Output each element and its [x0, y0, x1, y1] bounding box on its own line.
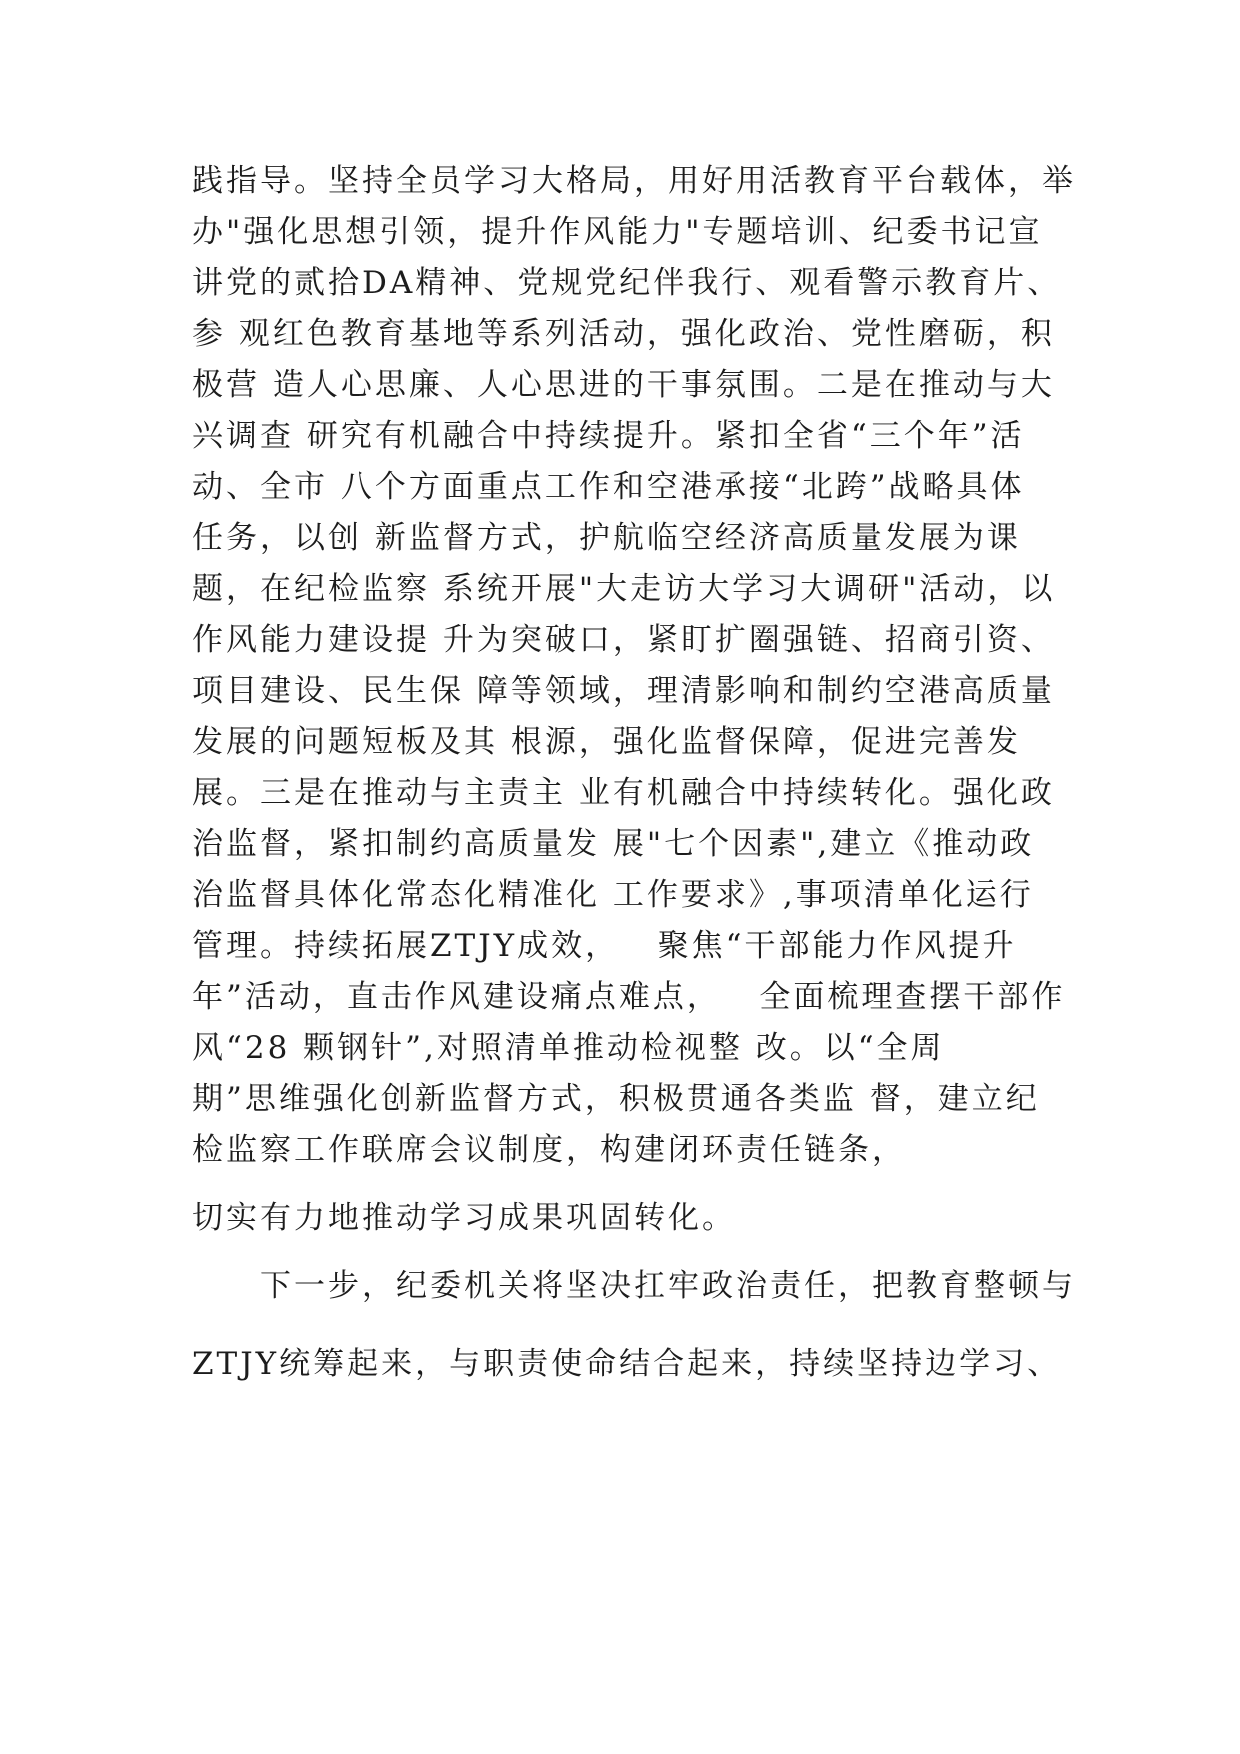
text-line: ZTJY统筹起来，与职责使命结合起来，持续坚持边学习、 [192, 1346, 1062, 1382]
text-line: 期”思维强化创新监督方式，积极贯通各类监 督，建立纪 [192, 1081, 1040, 1117]
text-line: 兴调查 研究有机融合中持续提升。紧扣全省“三个年”活 [192, 418, 1025, 454]
text-line: 讲党的贰拾DA精神、党规党纪伴我行、观看警示教育片、 [192, 265, 1062, 301]
text-line: 动、全市 八个方面重点工作和空港承接“北跨”战略具体 [192, 469, 1025, 505]
text-line: 任务，以创 新监督方式，护航临空经济高质量发展为课 [192, 520, 1021, 556]
text-line: 题，在纪检监察 系统开展"大走访大学习大调研"活动，以 [192, 571, 1056, 607]
text-line: 治监督，紧扣制约高质量发 展"七个因素",建立《推动政 [192, 826, 1035, 862]
text-line: 极营 造人心思廉、人心思进的干事氛围。二是在推动与大 [192, 367, 1055, 403]
text-line: 践指导。坚持全员学习大格局，用好用活教育平台载体，举 [192, 163, 1076, 199]
text-line: 作风能力建设提 升为突破口，紧盯扩圈强链、招商引资、 [192, 622, 1055, 658]
text-line: 治监督具体化常态化精准化 工作要求》,事项清单化运行 [192, 877, 1034, 913]
paragraph-first-line: 下一步，纪委机关将坚决扛牢政治责任，把教育整顿与 [260, 1268, 1076, 1304]
text-line: 检监察工作联席会议制度，构建闭环责任链条， [192, 1132, 906, 1168]
text-line: 发展的问题短板及其 根源，强化监督保障，促进完善发 [192, 724, 1021, 760]
text-line: 项目建设、民生保 障等领域，理清影响和制约空港高质量 [192, 673, 1055, 709]
text-line: 风“28 颗钢针”,对照清单推动检视整 改。以“全周 [192, 1030, 945, 1066]
text-line: 年”活动，直击作风建设痛点难点， 全面梳理查摆干部作 [192, 979, 1066, 1015]
text-line: 管理。持续拓展ZTJY成效， 聚焦“干部能力作风提升 [192, 928, 1017, 964]
text-line: 办"强化思想引领，提升作风能力"专题培训、纪委书记宣 [192, 214, 1043, 250]
text-line: 参 观红色教育基地等系列活动，强化政治、党性磨砺，积 [192, 316, 1055, 352]
text-line: 展。三是在推动与主责主 业有机融合中持续转化。强化政 [192, 775, 1055, 811]
text-line: 切实有力地推动学习成果巩固转化。 [192, 1200, 736, 1236]
